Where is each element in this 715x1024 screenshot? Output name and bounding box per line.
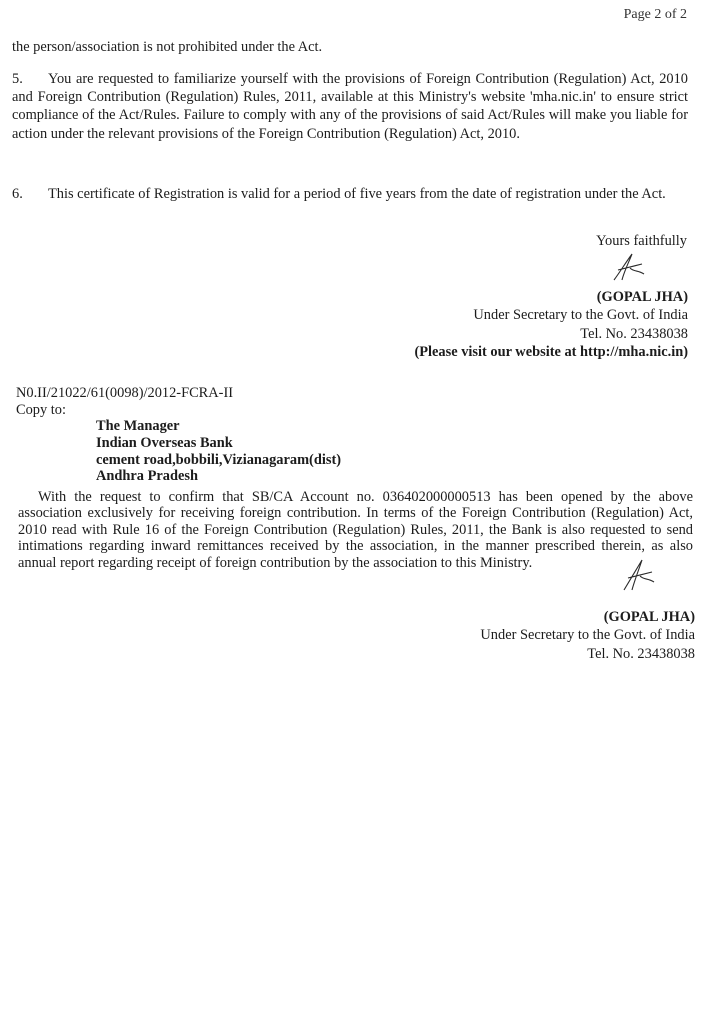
reference-number: N0.II/21022/61(0098)/2012-FCRA-II: [16, 385, 234, 401]
continuation-text: the person/association is not prohibited under the Act.: [12, 39, 323, 55]
paragraph-5-number: 5.: [12, 71, 23, 87]
signature-block-1: [414, 288, 688, 362]
paragraph-5: [12, 70, 688, 143]
signature-icon: [608, 250, 648, 284]
website-note: (Please visit our website at http://mha.nic.in): [414, 344, 688, 361]
paragraph-5-text: You are requested to familiarize yourself with the provisions of Foreign Contribution (Regulation) Act, 2010 and Foreign Contribution (Regulation) Rules, 2011, available at this Ministry's website 'mha.nic.in' to ensure strict compliance of the Act/Rules. Failure to comply with any of the provisions of said Act/Rules will make you liable for action under the relevant provisions of the Foreign Contribution (Regulation) Act, 2010.: [12, 71, 688, 142]
signature-block-2: [480, 608, 695, 663]
signatory-name: (GOPAL JHA): [603, 609, 695, 625]
addressee-line-3: cement road,bobbili,Vizianagaram(dist): [96, 451, 342, 468]
closing-salutation: Yours faithfully: [596, 233, 687, 249]
paragraph-6-number: 6.: [12, 186, 23, 202]
signatory-name: (GOPAL JHA): [596, 289, 688, 305]
request-paragraph: With the request to confirm that SB/CA Account no. 036402000000513 has been opened by the above association exclusively for receiving foreign contribution. In terms of the Foreign Contribution (Regulation) Act, 2010 read with Rule 16 of the Foreign Contribution (Regulation) Rules, 2011, the Bank is also requested to send intimations regarding inward remittances received by the association, in the manner prescribed therein, as also annual report regarding receipt of foreign contribution by the association to this Ministry.: [18, 489, 693, 571]
signatory-phone: Tel. No. 23438038: [580, 325, 688, 342]
paragraph-6: [12, 185, 688, 203]
addressee-line-2: Indian Overseas Bank: [96, 434, 233, 451]
paragraph-6-text: This certificate of Registration is valid for a period of five years from the date of registration under the Act.: [48, 186, 666, 202]
copy-to-label: Copy to:: [16, 402, 66, 418]
signatory-designation: Under Secretary to the Govt. of India: [473, 307, 688, 324]
page-number: Page 2 of 2: [623, 7, 687, 22]
signatory-phone: Tel. No. 23438038: [587, 645, 695, 662]
signatory-designation: Under Secretary to the Govt. of India: [480, 627, 695, 644]
addressee-block: [96, 418, 341, 485]
addressee-line-4: Andhra Pradesh: [96, 468, 198, 485]
addressee-line-1: The Manager: [96, 418, 180, 434]
signature-icon: [618, 558, 658, 592]
